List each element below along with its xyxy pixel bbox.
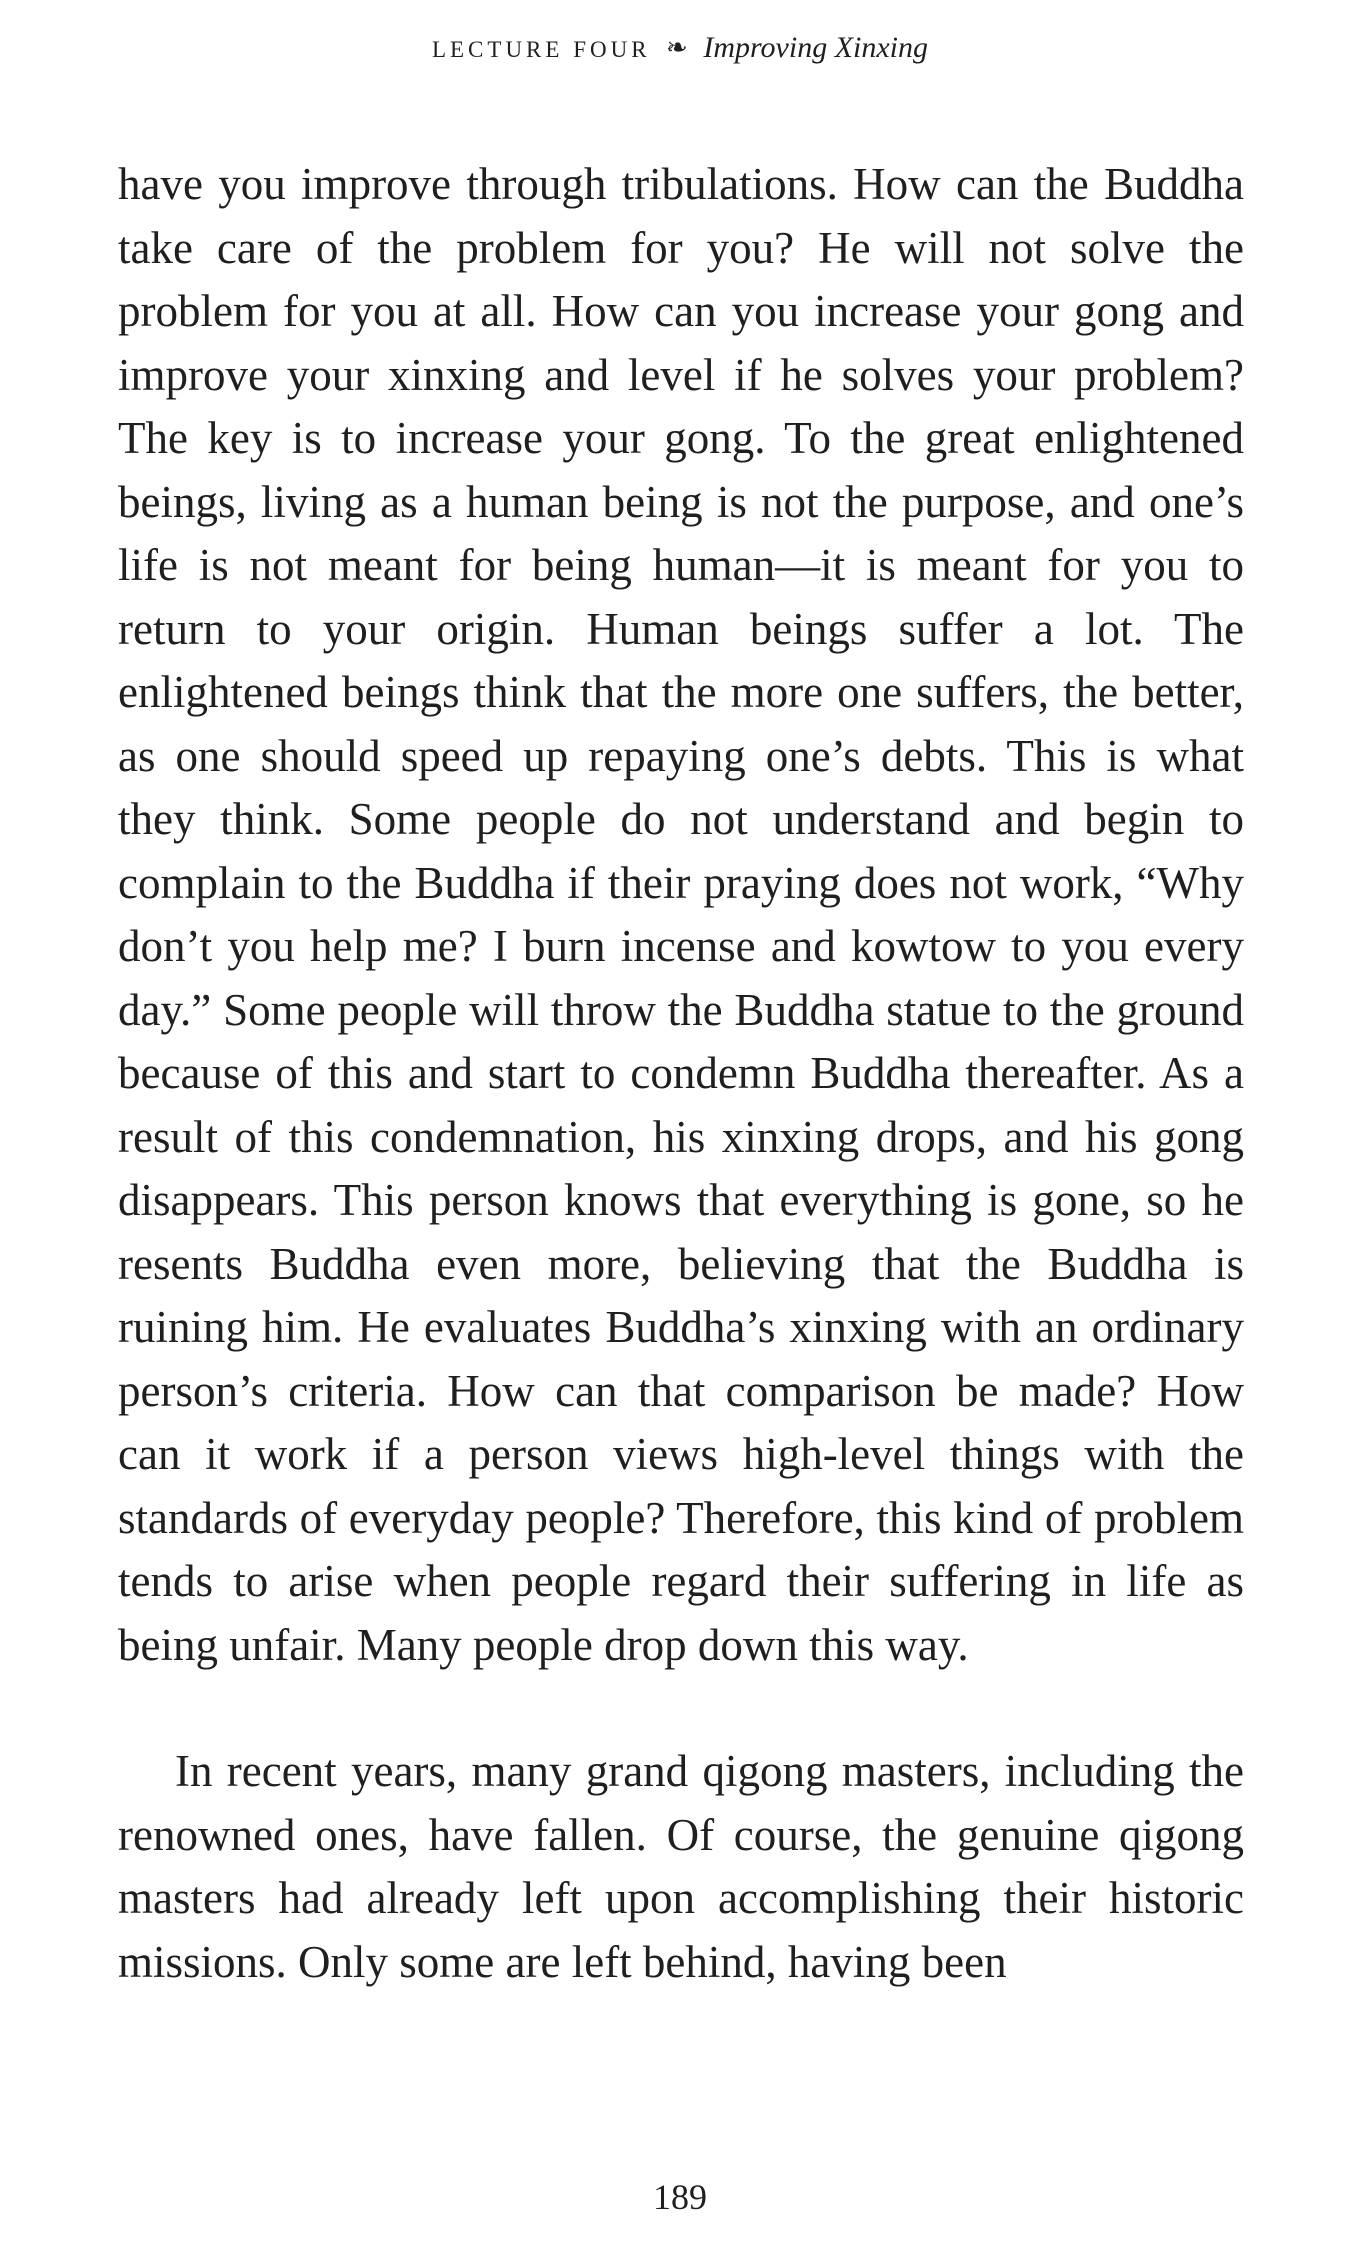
paragraph-continued: have you improve through tribulations. How can the Buddha take care of the problem for you? He will not solve the problem for you at all. How can you increase your gong and improve your xinxing and level if he solves your problem? The key is to increase your gong. To the great enlightened beings, living as a human being is not the purpose, and one’s life is not meant for being human—it is meant for you to return to your origin. Human beings suffer a lot. The enlightened beings think that the more one suffers, the better, as one should speed up repaying one’s debts. This is what they think. Some people do not understand and begin to complain to the Buddha if their praying does not work, “Why don’t you help me? I burn incense and kowtow to you every day.” Some people will throw the Buddha statue to the ground because of this and start to condemn Buddha thereafter. As a result of this condemnation, his xinxing drops, and his gong disappears. This person knows that everything is gone, so he resents Buddha even more, believing that the Buddha is ruining him. He evaluates Buddha’s xinxing with an ordinary person’s criteria. How can that comparison be made? How can it work if a person views high-level things with the standards of everyday people? Therefore, this kind of problem tends to arise when people regard their suffering in life as being unfair. Many people drop down this way. — [118, 159, 1244, 1670]
paragraph-new: In recent years, many grand qigong masters, including the renowned ones, have fallen. Of course, the genuine qigong masters had already left upon accomplishing their historic missions. Only some are left behind, having been — [118, 1746, 1244, 1987]
body-text — [118, 153, 1244, 1994]
running-head — [0, 28, 1360, 70]
fleuron-icon: ❧ — [666, 33, 688, 62]
running-head-chapter: LECTURE FOUR — [431, 37, 651, 62]
running-head-title: Improving Xinxing — [703, 31, 929, 64]
page-number: 189 — [653, 2177, 707, 2217]
